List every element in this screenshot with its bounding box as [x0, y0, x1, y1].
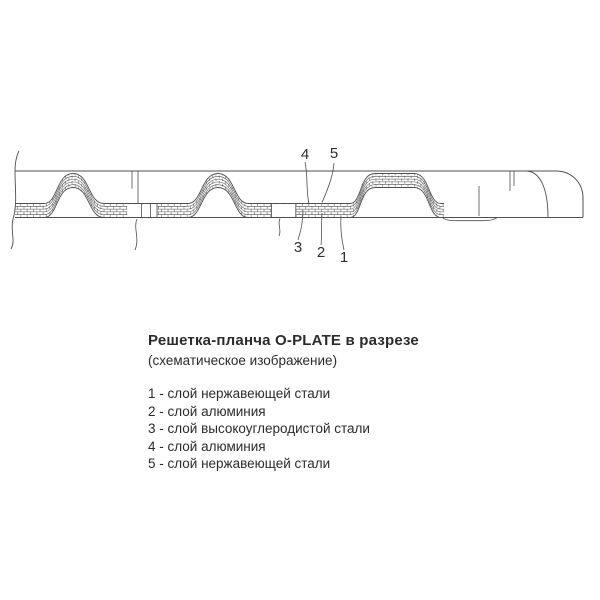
legend-item-3: 3 - слой высокоуглеродистой стали — [148, 421, 370, 436]
surface-mark-lines-right — [479, 171, 514, 216]
legend-item-5: 5 - слой нержавеющей стали — [148, 456, 331, 471]
legend-item-1: 1 - слой нержавеющей стали — [148, 386, 331, 401]
callout-label-3: 3 — [293, 239, 303, 256]
legend-item-4: 4 - слой алюминия — [148, 438, 266, 454]
plate-right-inner-curve — [527, 171, 548, 218]
plate-bottom-lip — [443, 218, 497, 221]
callout-label-1: 1 — [339, 249, 349, 266]
callout-label-5: 5 — [329, 145, 339, 162]
legend-item-2: 2 - слой алюминия — [148, 403, 266, 419]
break-tail-2 — [279, 219, 280, 237]
break-tail-1 — [135, 219, 137, 250]
caption-title: Решетка-планча O-PLATE в разрезе — [148, 332, 419, 349]
callout-label-2: 2 — [316, 244, 326, 261]
break-mark-lines-top — [132, 171, 138, 204]
left-break-wavy-edge — [11, 151, 19, 249]
break-gap-2 — [272, 204, 296, 218]
caption-subtitle: (схематическое изображение) — [148, 353, 338, 368]
plate-right-rolled-edge — [557, 171, 583, 218]
leader-line-4 — [305, 162, 309, 204]
leader-line-1 — [341, 217, 344, 251]
break-gap-1 — [127, 204, 157, 218]
layer-legend — [148, 385, 370, 473]
leader-line-5 — [322, 163, 334, 203]
callout-label-4: 4 — [300, 146, 310, 163]
